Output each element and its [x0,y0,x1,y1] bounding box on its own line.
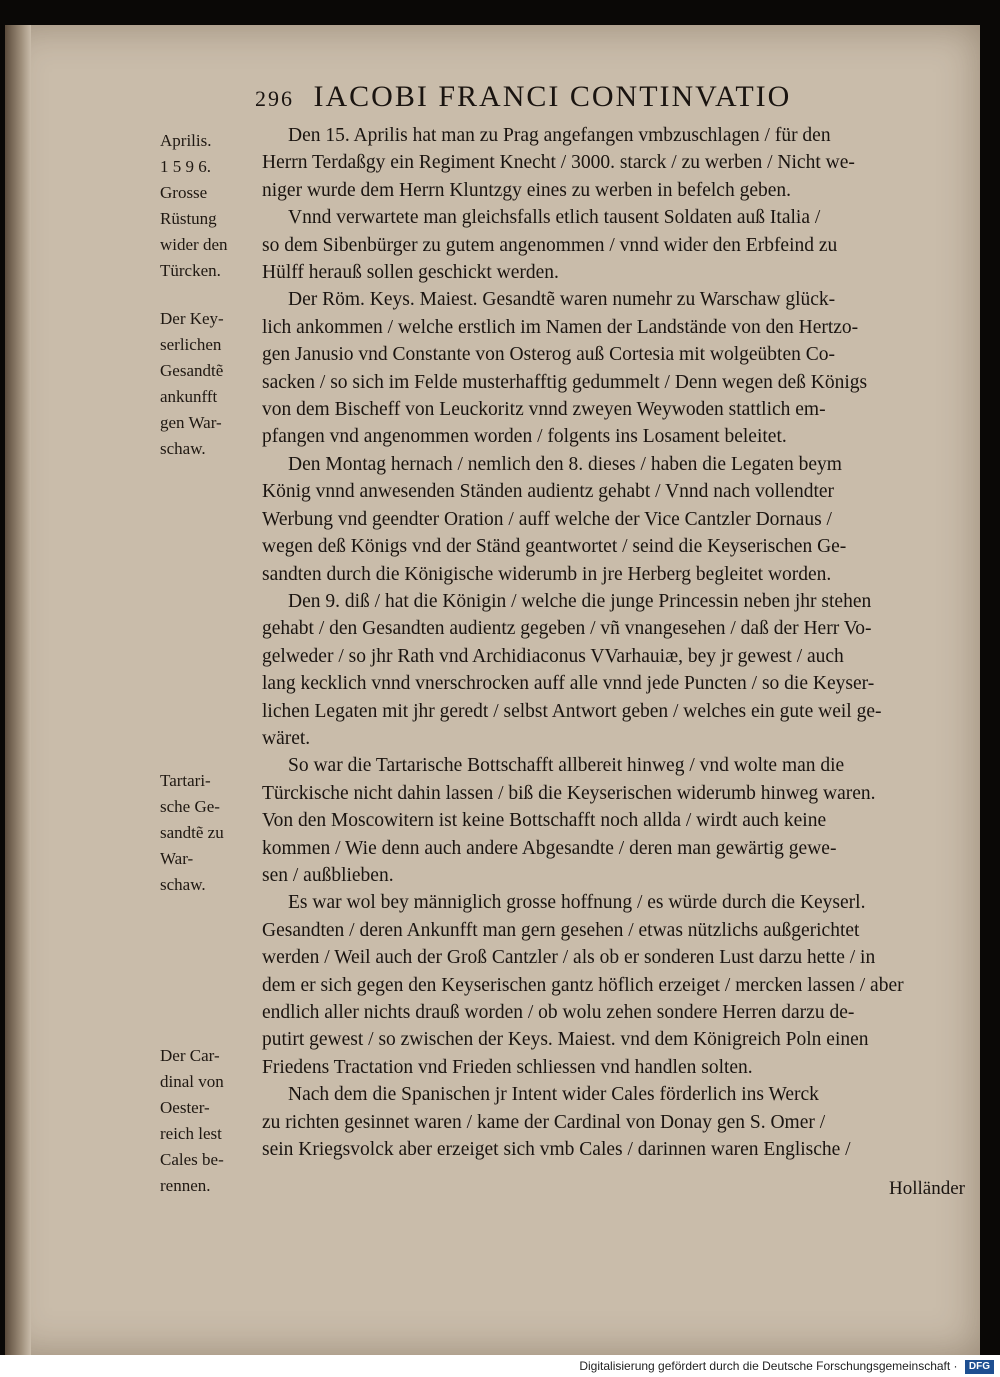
text-line: dem er sich gegen den Keyserischen gantz höflich erzeiget / mercken lassen / aber [262,974,904,996]
text-line: Den Montag hernach / nemlich den 8. dieses / haben die Legaten beym [288,453,842,475]
text-line: endlich aller nichts drauß worden / ob wolu zehen sondere Herren darzu de- [262,1002,855,1023]
text-line: Der Röm. Keys. Maiest. Gesandtẽ waren numehr zu Warschaw glück- [288,289,836,311]
margin-note-line: Cales be- [160,1150,224,1169]
margin-note [160,1043,265,1199]
body-text [262,122,967,1163]
margin-note [160,768,265,898]
margin-note-line: sche Ge- [160,797,220,816]
margin-note-line: Türcken. [160,261,221,280]
page-title: IACOBI FRANCI CONTINVATIO [313,80,792,113]
running-head [255,80,895,114]
text-line: Herrn Terdaßgy ein Regiment Knecht / 3000. starck / zu werben / Nicht we- [262,152,855,174]
text-line: pfangen vnd angenommen worden / folgents ins Losament beleitet. [262,426,787,448]
text-line: Von den Moscowitern ist keine Bottschafft noch allda / wirdt auch keine [262,810,827,832]
margin-note-line: rennen. [160,1176,211,1195]
text-line: lang kecklich vnnd vnerschrocken auff alle vnnd jede Puncten / so die Keyser- [262,673,875,695]
text-line: wegen deß Königs vnd der Ständ geantwortet / seind die Keyserischen Ge- [262,536,847,558]
text-line: sen / außblieben. [262,864,394,886]
text-line: zu richten gesinnet waren / kame der Cardinal von Donay gen S. Omer / [262,1111,826,1133]
text-line: König vnnd anwesenden Ständen audientz gehabt / Vnnd nach vollendter [262,481,835,503]
text-line: Den 9. diß / hat die Königin / welche die junge Princessin neben jhr stehen [288,590,872,612]
text-line: Nach dem die Spanischen jr Intent wider Cales förderlich ins Werck [288,1084,819,1106]
margin-note-line: serlichen [160,335,222,354]
margin-note-line: gen War- [160,413,222,432]
margin-note-line: reich lest [160,1124,222,1143]
text-line: lichen Legaten mit jhr geredt / selbst Antwort geben / welches ein gute weil ge- [262,700,882,722]
text-line: Friedens Tractation vnd Frieden schliessen vnd handlen solten. [262,1056,753,1078]
margin-note-line: Der Key- [160,309,224,328]
page-number: 296 [255,86,294,111]
text-line: niger wurde dem Herrn Kluntzgy eines zu werben in befelch geben. [262,179,792,201]
text-line: sein Kriegsvolck aber erzeiget sich vmb Cales / darinnen waren Englische / [262,1139,851,1161]
margin-note-line: dinal von [160,1072,224,1091]
text-line: Gesandten / deren Ankunfft man gern gesehen / etwas nützlichs außgerichtet [262,919,860,941]
catchword: Holländer [889,1178,965,1199]
text-line: gen Janusio vnd Constante von Osterog auß Cortesia mit wolgeübten Co- [262,344,836,366]
text-line: gehabt / den Gesandten audientz gegeben / vñ vnangesehen / daß der Herr Vo- [262,618,872,640]
margin-note-line: schaw. [160,875,206,894]
margin-note-line: War- [160,849,194,868]
text-line: so dem Sibenbürger zu gutem angenommen / vnnd wider den Erbfeind zu [262,234,838,256]
margin-note-line: ankunfft [160,387,218,406]
margin-note-line: Tartari- [160,771,211,790]
dfg-logo: DFG [965,1360,994,1374]
text-line: Den 15. Aprilis hat man zu Prag angefangen vmbzuschlagen / für den [288,125,831,146]
text-line: kommen / Wie denn auch andere Abgesandte / deren man gewärtig gewe- [262,837,837,859]
text-line: putirt gewest / so zwischen der Keys. Maiest. vnd dem Königreich Poln einen [262,1029,869,1051]
text-line: Hülff herauß sollen geschickt werden. [262,262,559,284]
margin-note-line: sandtẽ zu [160,823,224,842]
text-line: wäret. [262,727,311,749]
margin-note-line: Oester- [160,1098,210,1117]
text-line: sandten durch die Königische widerumb in jre Herberg begleitet worden. [262,563,832,585]
text-line: lich ankommen / welche erstlich im Namen der Landstände von den Hertzo- [262,316,859,338]
text-line: Vnnd verwartete man gleichsfalls etlich tausent Soldaten auß Italia / [288,207,821,229]
text-line: Es war wol bey männiglich grosse hoffnung / es würde durch die Keyserl. [288,892,866,914]
margin-note-line: wider den [160,235,228,254]
margin-note [160,306,265,462]
text-line: Türckische nicht dahin lassen / biß die Keyserischen widerumb hinweg waren. [262,782,876,804]
margin-note [160,128,265,180]
text-line: von dem Bischeff von Leuckoritz vnnd zweyen Weywoden stattlich em- [262,399,826,421]
margin-note-line: Der Car- [160,1046,220,1065]
margin-note-line: Rüstung [160,209,217,228]
margin-note [160,180,265,284]
margin-note-line: schaw. [160,439,206,458]
text-line: sacken / so sich im Felde musterhafftig gedummelt / Denn wegen deß Königs [262,371,868,393]
text-line: So war die Tartarische Bottschafft allbereit hinweg / vnd wolte man die [288,755,845,777]
margin-note-line: 1 5 9 6. [160,157,211,176]
text-line: werden / Weil auch der Groß Cantzler / als ob er sonderen Lust darzu hette / in [262,947,876,969]
page-gutter [5,25,31,1355]
text-line: Werbung vnd geendter Oration / auff welche der Vice Cantzler Dornaus / [262,508,832,530]
footer-bar [0,1355,1000,1377]
footer-text: Digitalisierung gefördert durch die Deutsche Forschungsgemeinschaft · [579,1359,958,1373]
margin-note-line: Aprilis. [160,131,212,150]
text-line: gelweder / so jhr Rath vnd Archidiaconus VVarhauiæ, bey jr gewest / auch [262,645,844,667]
margin-note-line: Gesandtẽ [160,361,224,380]
margin-note-line: Grosse [160,183,208,202]
